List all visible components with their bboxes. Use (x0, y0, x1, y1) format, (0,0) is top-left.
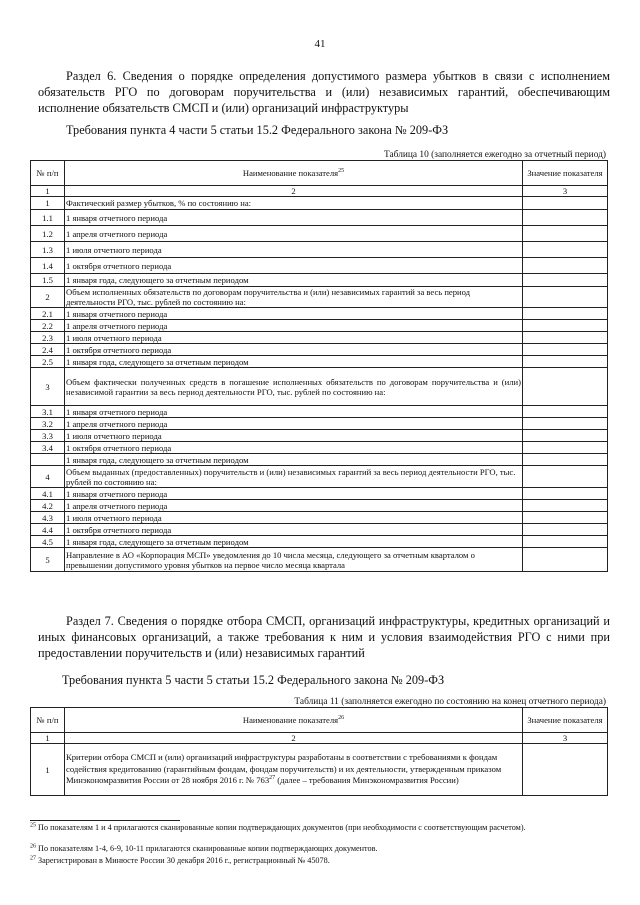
row-value (523, 466, 608, 488)
row-value (523, 442, 608, 454)
row-num: 1 (31, 744, 65, 796)
footnote-27: $^{27}$ Зарегистрирован в Минюсте России 30 декабря 2016 г., регистрационный № 45078. (30, 855, 330, 865)
table-row (31, 287, 608, 308)
section-7-requirements: Требования пункта 5 части 5 статьи 15.2 Федерального закона № 209-ФЗ (62, 673, 445, 687)
row-value (523, 548, 608, 572)
row-value (523, 320, 608, 332)
row-num: 3.3 (31, 430, 65, 442)
row-num: 2.5 (31, 356, 65, 368)
table-row (31, 500, 608, 512)
table-10-header-row (31, 161, 608, 186)
row-num: 1.2 (31, 226, 65, 242)
row-value (523, 242, 608, 258)
table-row (31, 210, 608, 226)
row-value (523, 454, 608, 466)
row-value (523, 344, 608, 356)
row-name: 1 января года, следующего за отчетным периодом (65, 356, 523, 368)
table-row (31, 197, 608, 210)
table-row (31, 454, 608, 466)
footnote-25: $^{25}$ По показателям 1 и 4 прилагаются сканированные копии подтверждающих документов (при необходимости с соответствующим расчетом). (30, 822, 526, 832)
row-value (523, 488, 608, 500)
table-row (31, 242, 608, 258)
col-number: 3 (523, 186, 608, 197)
table-11-header-row (31, 708, 608, 733)
col-number: 2 (65, 733, 523, 744)
row-name: 1 апреля отчетного периода (65, 418, 523, 430)
col-number: 3 (523, 733, 608, 744)
row-num: 1.4 (31, 258, 65, 274)
row-num: 4.5 (31, 536, 65, 548)
row-name: 1 января отчетного периода (65, 308, 523, 320)
row-value (523, 406, 608, 418)
row-num: 3 (31, 368, 65, 406)
row-name: 1 октября отчетного периода (65, 442, 523, 454)
section-6-heading: Раздел 6. Сведения о порядке определения допустимого размера убытков в связи с исполнением обязательств РГО по договорам поручительства и (или) независимых гарантий, обеспечивающим исполнение обязательств СМСП и (или) организаций инфраструктуры (38, 69, 610, 115)
row-num: 3.1 (31, 406, 65, 418)
table-10 (30, 160, 608, 572)
section-7-heading: Раздел 7. Сведения о порядке отбора СМСП, организаций инфраструктуры, кредитных организаций и иных финансовых организаций, а также требования к ним и условия взаимодействия РГО с ними при предоставлении поручительств и (или) независимых гарантий (38, 614, 610, 660)
row-value (523, 226, 608, 242)
col-num-header: № п/п (31, 161, 65, 186)
table-row (31, 466, 608, 488)
col-value-header: Значение показателя (523, 161, 608, 186)
row-value (523, 258, 608, 274)
row-name: Критерии отбора СМСП и (или) организаций инфраструктуры разработаны в соответствии с требованиями к фондам содействия кредитованию (гарантийным фондам, фондам поручительств) и их деятельности, утвержденным приказом Минэкономразвития России от 28 ноября 2016 г. № $763^{27}$ (далее – требования Минэкономразвития России) (65, 744, 523, 796)
row-name: Фактический размер убытков, % по состоянию на: (65, 197, 523, 210)
table-10-colnum-row (31, 186, 608, 197)
row-num: 4.3 (31, 512, 65, 524)
table-row (31, 512, 608, 524)
table-row (31, 320, 608, 332)
table-row (31, 430, 608, 442)
col-name-header: Наименование показателя$^{26}$ (65, 708, 523, 733)
row-name: 1 апреля отчетного периода (65, 226, 523, 242)
table-row (31, 308, 608, 320)
table-row (31, 332, 608, 344)
row-num: 1.3 (31, 242, 65, 258)
row-name: 1 июля отчетного периода (65, 512, 523, 524)
row-value (523, 287, 608, 308)
row-name: 1 октября отчетного периода (65, 258, 523, 274)
footnote-26: $^{26}$ По показателям 1-4, 6-9, 10-11 прилагаются сканированные копии подтверждающих документов. (30, 843, 378, 853)
row-value (523, 744, 608, 796)
row-num: 1 (31, 197, 65, 210)
table-11 (30, 707, 608, 796)
row-name: 1 января года, следующего за отчетным периодом (65, 536, 523, 548)
table-row (31, 524, 608, 536)
col-number: 2 (65, 186, 523, 197)
row-num: 4.4 (31, 524, 65, 536)
row-num: 3.4 (31, 442, 65, 454)
col-value-header: Значение показателя (523, 708, 608, 733)
row-num: 2 (31, 287, 65, 308)
row-num: 2.3 (31, 332, 65, 344)
col-number: 1 (31, 186, 65, 197)
table-11-caption: Таблица 11 (заполняется ежегодно по состоянию на конец отчетного периода) (294, 697, 606, 707)
row-value (523, 332, 608, 344)
row-name: 1 октября отчетного периода (65, 524, 523, 536)
footnote-divider (30, 820, 180, 821)
row-num: 2.4 (31, 344, 65, 356)
row-num: 4.1 (31, 488, 65, 500)
row-value (523, 368, 608, 406)
row-name: 1 октября отчетного периода (65, 344, 523, 356)
row-num (31, 454, 65, 466)
row-value (523, 197, 608, 210)
table-row (31, 418, 608, 430)
row-num: 3.2 (31, 418, 65, 430)
row-name: 1 апреля отчетного периода (65, 500, 523, 512)
row-name: Направление в АО «Корпорация МСП» уведомления до 10 числа месяца, следующего за отчетным кварталом о превышении допустимого уровня убытков на первое число месяца квартала (65, 548, 523, 572)
row-num: 2.2 (31, 320, 65, 332)
table-row (31, 368, 608, 406)
row-value (523, 274, 608, 287)
row-value (523, 512, 608, 524)
row-name: 1 июля отчетного периода (65, 430, 523, 442)
table-row (31, 488, 608, 500)
row-name: 1 июля отчетного периода (65, 332, 523, 344)
table-row (31, 442, 608, 454)
row-num: 1.5 (31, 274, 65, 287)
row-value (523, 418, 608, 430)
table-row (31, 536, 608, 548)
section-6-requirements: Требования пункта 4 части 5 статьи 15.2 Федерального закона № 209-ФЗ (66, 123, 449, 137)
row-value (523, 524, 608, 536)
page-number: 41 (314, 38, 326, 50)
row-value (523, 308, 608, 320)
row-num: 2.1 (31, 308, 65, 320)
row-name: 1 января года, следующего за отчетным периодом (65, 274, 523, 287)
row-name: 1 января отчетного периода (65, 406, 523, 418)
table-row (31, 226, 608, 242)
row-name: Объем исполненных обязательств по договорам поручительства и (или) независимых гарантий за весь период деятельности РГО, тыс. рублей по состоянию на: (65, 287, 523, 308)
col-name-header: Наименование показателя$^{25}$ (65, 161, 523, 186)
col-number: 1 (31, 733, 65, 744)
row-name: Объем фактически полученных средств в погашение исполненных обязательств по договорам поручительства и (или) независимой гарантии за весь период деятельности РГО, тыс. рублей по состоянию на: (65, 368, 523, 406)
row-value (523, 356, 608, 368)
row-name: 1 июля отчетного периода (65, 242, 523, 258)
row-name: 1 января отчетного периода (65, 210, 523, 226)
row-num: 4 (31, 466, 65, 488)
table-row (31, 744, 608, 796)
table-row (31, 548, 608, 572)
row-name: 1 января года, следующего за отчетным периодом (65, 454, 523, 466)
table-row (31, 406, 608, 418)
table-10-caption: Таблица 10 (заполняется ежегодно за отчетный период) (384, 150, 606, 160)
row-value (523, 210, 608, 226)
row-num: 5 (31, 548, 65, 572)
table-row (31, 258, 608, 274)
table-11-colnum-row (31, 733, 608, 744)
row-value (523, 500, 608, 512)
row-name: 1 апреля отчетного периода (65, 320, 523, 332)
table-row (31, 356, 608, 368)
row-name: Объем выданных (предоставленных) поручительств и (или) независимых гарантий за весь период деятельности РГО, тыс. рублей по состоянию на: (65, 466, 523, 488)
table-row (31, 344, 608, 356)
row-value (523, 430, 608, 442)
row-num: 4.2 (31, 500, 65, 512)
row-value (523, 536, 608, 548)
row-num: 1.1 (31, 210, 65, 226)
row-name: 1 января отчетного периода (65, 488, 523, 500)
col-num-header: № п/п (31, 708, 65, 733)
table-row (31, 274, 608, 287)
